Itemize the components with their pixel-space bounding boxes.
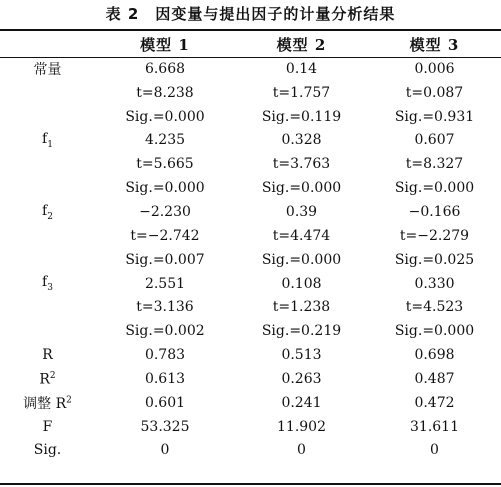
cell-model-3: 0.698 (414, 347, 455, 364)
row-label-text: f (42, 131, 48, 148)
cell-model-2: Sig.=0.000 (261, 251, 342, 268)
cell-model-2: 0.14 (285, 60, 318, 77)
table-body (0, 57, 501, 462)
row-label (0, 57, 95, 81)
cell-model-3: 0.006 (414, 60, 455, 77)
cell-model-3: 0.487 (414, 370, 455, 387)
cell-model-3: 0.330 (414, 275, 455, 292)
row-label (0, 105, 95, 129)
cell-model-3: 0 (430, 442, 439, 459)
cell-model-1: t=5.665 (136, 156, 194, 173)
row-label (0, 295, 95, 319)
cell-model-3: Sig.=0.000 (394, 323, 475, 340)
cell-model-1: 2.551 (144, 275, 186, 292)
cell-model-3: t=4.523 (405, 299, 464, 316)
bottom-rule (0, 483, 501, 485)
table-row (0, 295, 501, 319)
table-row (0, 343, 501, 367)
cell-model-3: Sig.=0.025 (394, 251, 475, 268)
row-label (0, 367, 95, 391)
table-row (0, 439, 501, 463)
header-model-3: 模型 3 (409, 35, 460, 54)
table-row (0, 152, 501, 176)
row-label (0, 272, 95, 296)
row-label (0, 224, 95, 248)
cell-model-3: t=8.327 (405, 156, 464, 173)
cell-model-2: t=1.757 (272, 84, 331, 101)
row-label (0, 343, 95, 367)
cell-model-1: Sig.=0.007 (125, 251, 205, 268)
cell-model-1: 0 (160, 442, 170, 459)
row-label-text: Sig. (33, 442, 62, 459)
cell-model-2: 0.328 (281, 132, 322, 149)
row-label (0, 81, 95, 105)
cell-model-1: t=3.136 (136, 299, 194, 316)
cell-model-3: Sig.=0.931 (394, 108, 475, 125)
cell-model-3: 0.472 (414, 394, 455, 411)
row-label-subscript: 1 (47, 139, 53, 150)
table-row (0, 105, 501, 129)
table-row (0, 391, 501, 415)
row-label (0, 248, 95, 272)
cell-model-3: t=−2.279 (399, 227, 470, 244)
cell-model-1: 53.325 (140, 418, 190, 435)
row-label (0, 129, 95, 153)
row-label-text: R (39, 371, 50, 388)
row-label (0, 152, 95, 176)
cell-model-2: 11.902 (277, 418, 326, 435)
cell-model-2: t=3.763 (272, 156, 331, 173)
row-label (0, 200, 95, 224)
row-label (0, 391, 95, 415)
row-label-superscript: 2 (49, 370, 56, 381)
row-label (0, 439, 95, 463)
cell-model-3: t=0.087 (405, 84, 464, 101)
cell-model-2: 0 (297, 442, 306, 459)
cell-model-2: 0.263 (281, 370, 322, 387)
table-row (0, 415, 501, 439)
cell-model-1: Sig.=0.000 (125, 180, 205, 197)
header-model-1: 模型 1 (140, 35, 190, 54)
cell-model-1: Sig.=0.000 (125, 108, 205, 125)
row-label-text: f (42, 202, 48, 219)
cell-model-1: 0.613 (144, 370, 186, 387)
table-row (0, 129, 501, 153)
row-label (0, 319, 95, 343)
row-label (0, 415, 95, 439)
cell-model-1: t=8.238 (136, 84, 194, 101)
cell-model-1: 4.235 (144, 132, 186, 149)
table-row (0, 272, 501, 296)
cell-model-2: t=4.474 (272, 227, 331, 244)
cell-model-2: t=1.238 (272, 299, 331, 316)
table-row (0, 81, 501, 105)
cell-model-3: −0.166 (408, 203, 461, 220)
cell-model-2: 0.39 (285, 203, 318, 220)
row-label-text: 调整 R (23, 395, 67, 412)
header-model-2: 模型 2 (276, 35, 327, 54)
table-row (0, 224, 501, 248)
row-label-text: 常量 (33, 61, 62, 78)
cell-model-2: 0.241 (281, 394, 322, 411)
table-row (0, 248, 501, 272)
cell-model-3: 0.607 (414, 132, 455, 149)
results-table (0, 31, 501, 462)
cell-model-1: 6.668 (144, 60, 186, 77)
table-row (0, 319, 501, 343)
header-cell-blank (0, 31, 95, 57)
cell-model-1: t=−2.742 (130, 227, 200, 244)
row-label-text: F (42, 418, 53, 435)
table-row (0, 57, 501, 81)
cell-model-2: Sig.=0.219 (261, 323, 342, 340)
cell-model-3: 31.611 (410, 418, 459, 435)
cell-model-1: −2.230 (139, 203, 191, 220)
cell-model-2: Sig.=0.119 (261, 108, 342, 125)
cell-model-2: 0.108 (281, 275, 322, 292)
cell-model-2: Sig.=0.000 (261, 180, 342, 197)
cell-model-1: Sig.=0.002 (125, 323, 205, 340)
row-label (0, 176, 95, 200)
table-row (0, 176, 501, 200)
row-label-superscript: 2 (66, 395, 72, 406)
row-label-subscript: 2 (47, 211, 53, 222)
cell-model-3: Sig.=0.000 (394, 180, 475, 197)
row-label-text: f (42, 274, 48, 291)
cell-model-1: 0.601 (144, 394, 186, 411)
row-label-subscript: 3 (47, 282, 53, 293)
cell-model-1: 0.783 (144, 347, 186, 364)
row-label-text: R (42, 347, 53, 364)
cell-model-2: 0.513 (281, 347, 322, 364)
table-row (0, 367, 501, 391)
header-row (0, 31, 501, 57)
table-row (0, 200, 501, 224)
table-title: 表 2 因变量与提出因子的计量分析结果 (105, 5, 396, 23)
